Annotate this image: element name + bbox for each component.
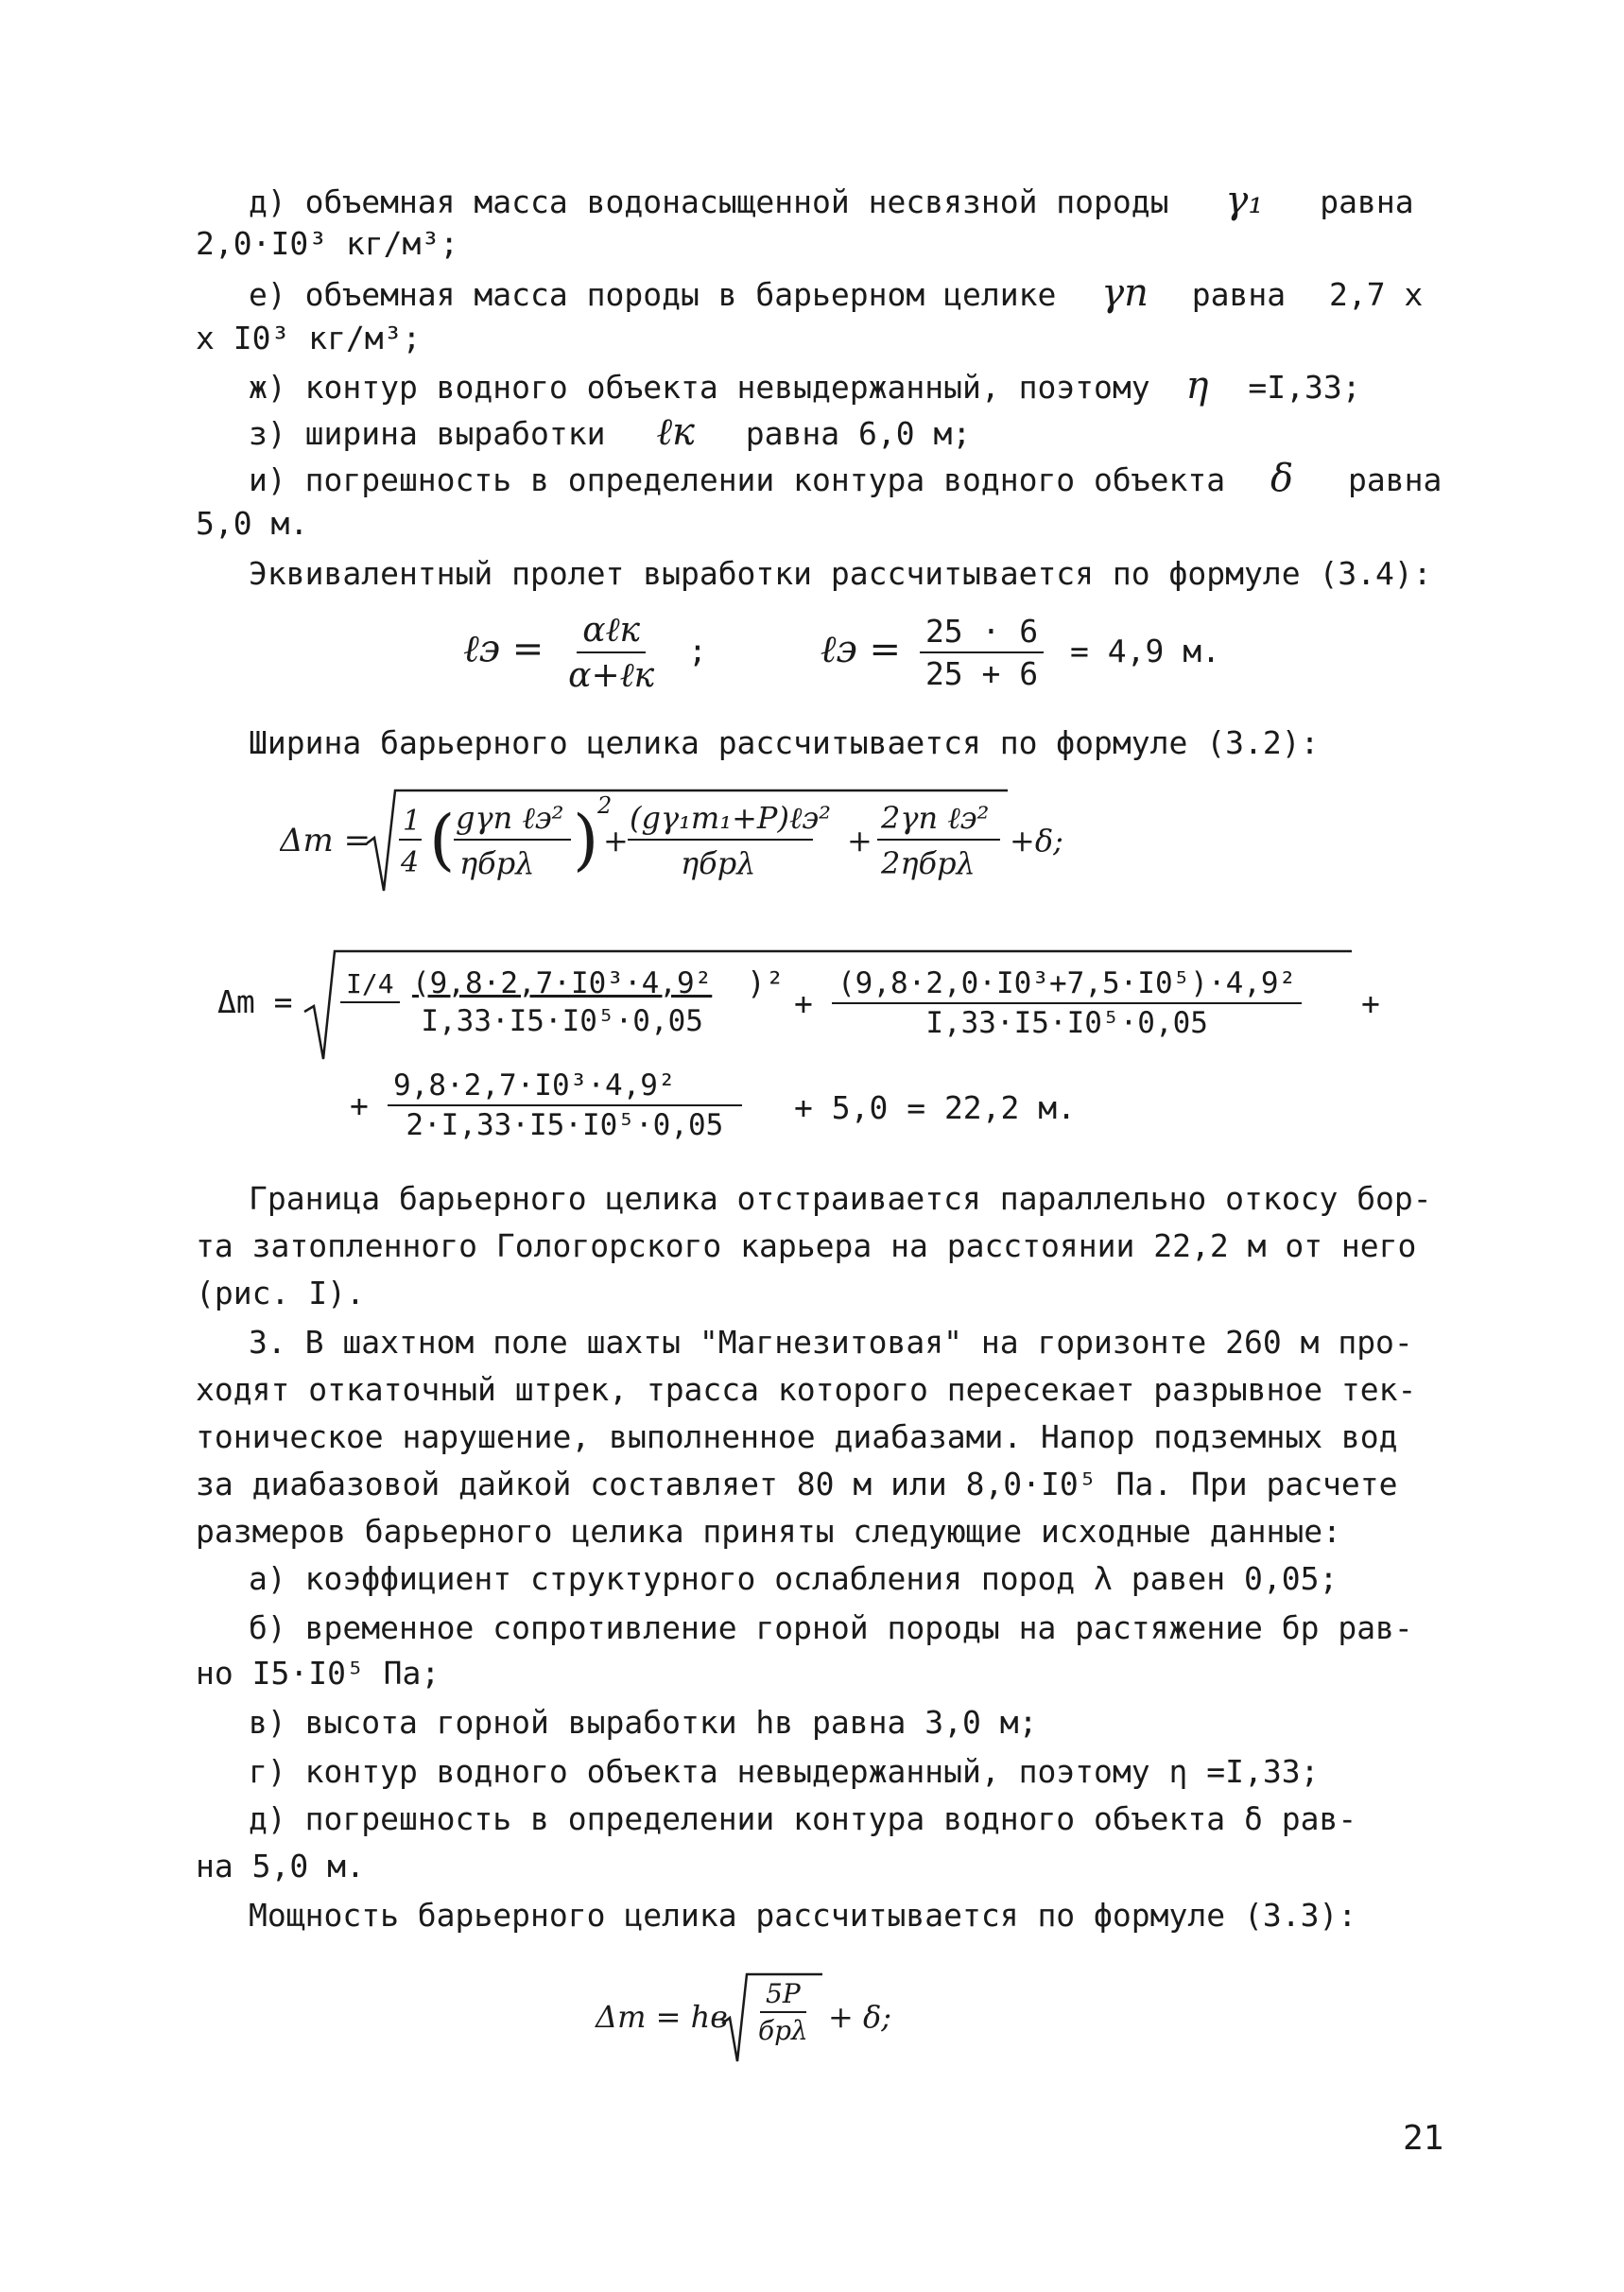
equation-3-2-sqrt-sign xyxy=(280,779,1112,902)
equation-3-4: ℓэ = $\frac{\text{αℓк}}{\text{α+ℓк}}$ ; ℓэ = $\frac{25 \cdot 6}{25 + 6}$ = 4,9 м. xyxy=(463,611,1220,695)
svg-text:gγп ℓэ²: gγп ℓэ² xyxy=(456,800,564,836)
eq34-intro: Эквивалентный пролет выработки рассчитывается по формуле (3.4): xyxy=(249,555,1432,592)
svg-text:(gγ₁m₁+P)ℓэ²: (gγ₁m₁+P)ℓэ² xyxy=(630,800,831,836)
eq33-lhs: Δm = hв xyxy=(596,1999,728,2035)
svg-text:2γп ℓэ²: 2γп ℓэ² xyxy=(881,800,990,836)
item-d-line2: 2,0·I0³ кг/м³; xyxy=(196,225,459,262)
numeric-term2: $\frac{\text{(9,8·2,0·I0³+7,5·I0⁵)·4,9²}}{\text{I,33·I5·I0⁵·0,05}}$ xyxy=(832,966,1302,1040)
dm-lhs: Δm = xyxy=(217,983,293,1020)
para3-line1: 3. В шахтном поле шахты "Магнезитовая" на горизонте 260 м про- xyxy=(249,1324,1413,1361)
list3-g: г) контур водного объекта невыдержанный, поэтому η =I,33; xyxy=(249,1753,1320,1790)
item-e-line2: х I0³ кг/м³; xyxy=(196,320,422,356)
svg-text:2ηбрλ: 2ηбрλ xyxy=(881,845,976,881)
list3-d-line2: на 5,0 м. xyxy=(196,1848,365,1884)
list3-b-line1: б) временное сопротивление горной породы на растяжение бр рав- xyxy=(249,1609,1413,1646)
lk-symbol: ℓк xyxy=(656,410,695,454)
plus-3: + xyxy=(350,1087,369,1124)
list3-v: в) высота горной выработки hв равна 3,0 м; xyxy=(249,1704,1038,1741)
page-number: 21 xyxy=(1403,2119,1444,2158)
para3-line2: ходят откаточный штрек, трасса которого пересекает разрывное тек- xyxy=(196,1371,1417,1408)
svg-text:1: 1 xyxy=(403,805,422,838)
eta-symbol: η xyxy=(1185,364,1209,408)
svg-text:+: + xyxy=(603,823,629,859)
equation-3-2-general xyxy=(280,779,1112,902)
para3-line4: за диабазовой дайкой составляет 80 м или 8,0·I0⁵ Па. При расчете xyxy=(196,1466,1398,1502)
item-z-line: з) ширина выработки ℓк равна 6,0 м; xyxy=(249,410,972,454)
boundary-para-line2: та затопленного Гологорского карьера на расстоянии 22,2 м от него xyxy=(196,1227,1417,1264)
svg-text:): ) xyxy=(573,801,599,878)
svg-text:+: + xyxy=(847,823,872,859)
item-d-line1: д) объемная масса водонасыщенной несвязной породы γ₁ равна xyxy=(249,179,1414,222)
item-zh-line: ж) контур водного объекта невыдержанный, поэтому η =I,33; xyxy=(249,364,1361,408)
plus-1: + xyxy=(794,985,813,1022)
equation-3-2-numeric xyxy=(217,936,1390,1163)
list3-b-line2: но I5·I0⁵ Па; xyxy=(196,1655,441,1692)
eq33-intro: Мощность барьерного целика рассчитывается по формуле (3.3): xyxy=(249,1897,1357,1934)
quarter-fraction: I/4 xyxy=(340,968,400,1003)
plus-2: + xyxy=(1361,985,1380,1022)
item-i-line2: 5,0 м. xyxy=(196,505,309,542)
square-bracket: )² xyxy=(747,964,785,1001)
list3-a: а) коэффициент структурного ослабления пород λ равен 0,05; xyxy=(249,1560,1339,1597)
list3-d-line1: д) погрешность в определении контура водного объекта δ рав- xyxy=(249,1800,1357,1837)
boundary-para-line3: (рис. I). xyxy=(196,1275,365,1311)
numeric-term3: $\frac{\text{9,8·2,7·I0³·4,9²}}{\text{2·I,33·I5·I0⁵·0,05}}$ xyxy=(388,1068,742,1142)
svg-text:Δm =: Δm = xyxy=(280,822,371,860)
gamma1-symbol: γ₁ xyxy=(1225,179,1264,222)
delta-symbol: δ xyxy=(1270,457,1294,500)
eq33-tail: + δ; xyxy=(828,1999,892,2035)
numeric-result: + 5,0 = 22,2 м. xyxy=(794,1089,1077,1126)
equation-3-3 xyxy=(596,1967,917,2071)
boundary-para-line1: Граница барьерного целика отстраивается параллельно откосу бор- xyxy=(249,1180,1432,1217)
gamma-p-symbol: γп xyxy=(1101,271,1149,315)
numeric-term1: $\frac{\text{(9,8·2,7·I0³·4,9²}}{\text{I,33·I5·I0⁵·0,05}}$ xyxy=(412,966,713,1038)
svg-text:ηбрλ: ηбрλ xyxy=(459,845,535,881)
eq32-intro: Ширина барьерного целика рассчитывается по формуле (3.2): xyxy=(249,724,1320,761)
eq33-fraction: 5P брλ xyxy=(758,1978,808,2046)
svg-text:(: ( xyxy=(429,801,456,878)
para3-line5: размеров барьерного целика приняты следующие исходные данные: xyxy=(196,1513,1341,1550)
svg-text:2: 2 xyxy=(597,792,613,819)
svg-text:ηбрλ: ηбрλ xyxy=(681,845,756,881)
item-i-line1: и) погрешность в определении контура водного объекта δ равна xyxy=(249,457,1443,500)
para3-line3: тоническое нарушение, выполненное диабазами. Напор подземных вод xyxy=(196,1418,1398,1455)
item-e-line1: е) объемная масса породы в барьерном целике γп равна 2,7 х xyxy=(249,271,1424,315)
svg-text:+δ;: +δ; xyxy=(1010,823,1063,859)
svg-text:4: 4 xyxy=(401,846,420,879)
